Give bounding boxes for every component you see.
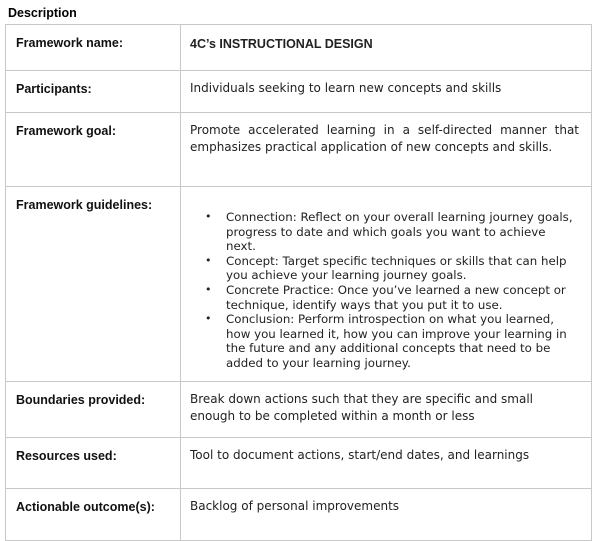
row-label-framework-name: Framework name:: [6, 25, 181, 71]
boundaries-provided-value: Break down actions such that they are specific and small enough to be completed within a month or less: [181, 382, 592, 438]
bullet-icon: •: [205, 210, 212, 223]
section-heading: Description: [8, 6, 77, 20]
guideline-text: Concrete Practice: Once you’ve learned a new concept or technique, identify ways that you put it to use.: [226, 282, 566, 312]
participants-value: Individuals seeking to learn new concepts and skills: [181, 71, 592, 113]
bullet-icon: •: [205, 312, 212, 326]
list-item: [205, 253, 579, 283]
table-row: [6, 113, 592, 187]
framework-goal-value: Promote accelerated learning in a self-directed manner that emphasizes practical application of new concepts and skills.: [181, 113, 592, 187]
row-label-actionable-outcomes: Actionable outcome(s):: [6, 489, 181, 541]
guideline-text: Conclusion: Perform introspection on what you learned, how you learned it, how you can improve your learning in the future and any additional concepts that need to be added to your learning journey.: [226, 312, 567, 370]
framework-guidelines-value: [181, 187, 592, 382]
list-item: [205, 312, 579, 370]
guideline-text: Concept: Target specific techniques or skills that can help you achieve your learning journey goals.: [226, 253, 567, 283]
row-label-framework-guidelines: Framework guidelines:: [6, 187, 181, 382]
description-table: [5, 24, 592, 541]
row-label-participants: Participants:: [6, 71, 181, 113]
table-row: [6, 187, 592, 382]
resources-used-value: Tool to document actions, start/end dates, and learnings: [181, 438, 592, 489]
guidelines-list: [190, 210, 579, 371]
actionable-outcomes-value: Backlog of personal improvements: [181, 489, 592, 541]
table-row: [6, 438, 592, 489]
list-item: [205, 210, 579, 254]
row-label-framework-goal: Framework goal:: [6, 113, 181, 187]
row-label-resources-used: Resources used:: [6, 438, 181, 489]
framework-name-value: 4C’s INSTRUCTIONAL DESIGN: [181, 25, 592, 71]
bullet-icon: •: [205, 253, 212, 267]
table-row: [6, 489, 592, 541]
table-row: [6, 71, 592, 113]
row-label-boundaries-provided: Boundaries provided:: [6, 382, 181, 438]
list-item: [205, 282, 579, 312]
guideline-text: Connection: Reflect on your overall learning journey goals, progress to date and which goals you want to achieve next.: [226, 210, 573, 254]
table-row: [6, 25, 592, 71]
table-row: [6, 382, 592, 438]
bullet-icon: •: [205, 282, 212, 296]
